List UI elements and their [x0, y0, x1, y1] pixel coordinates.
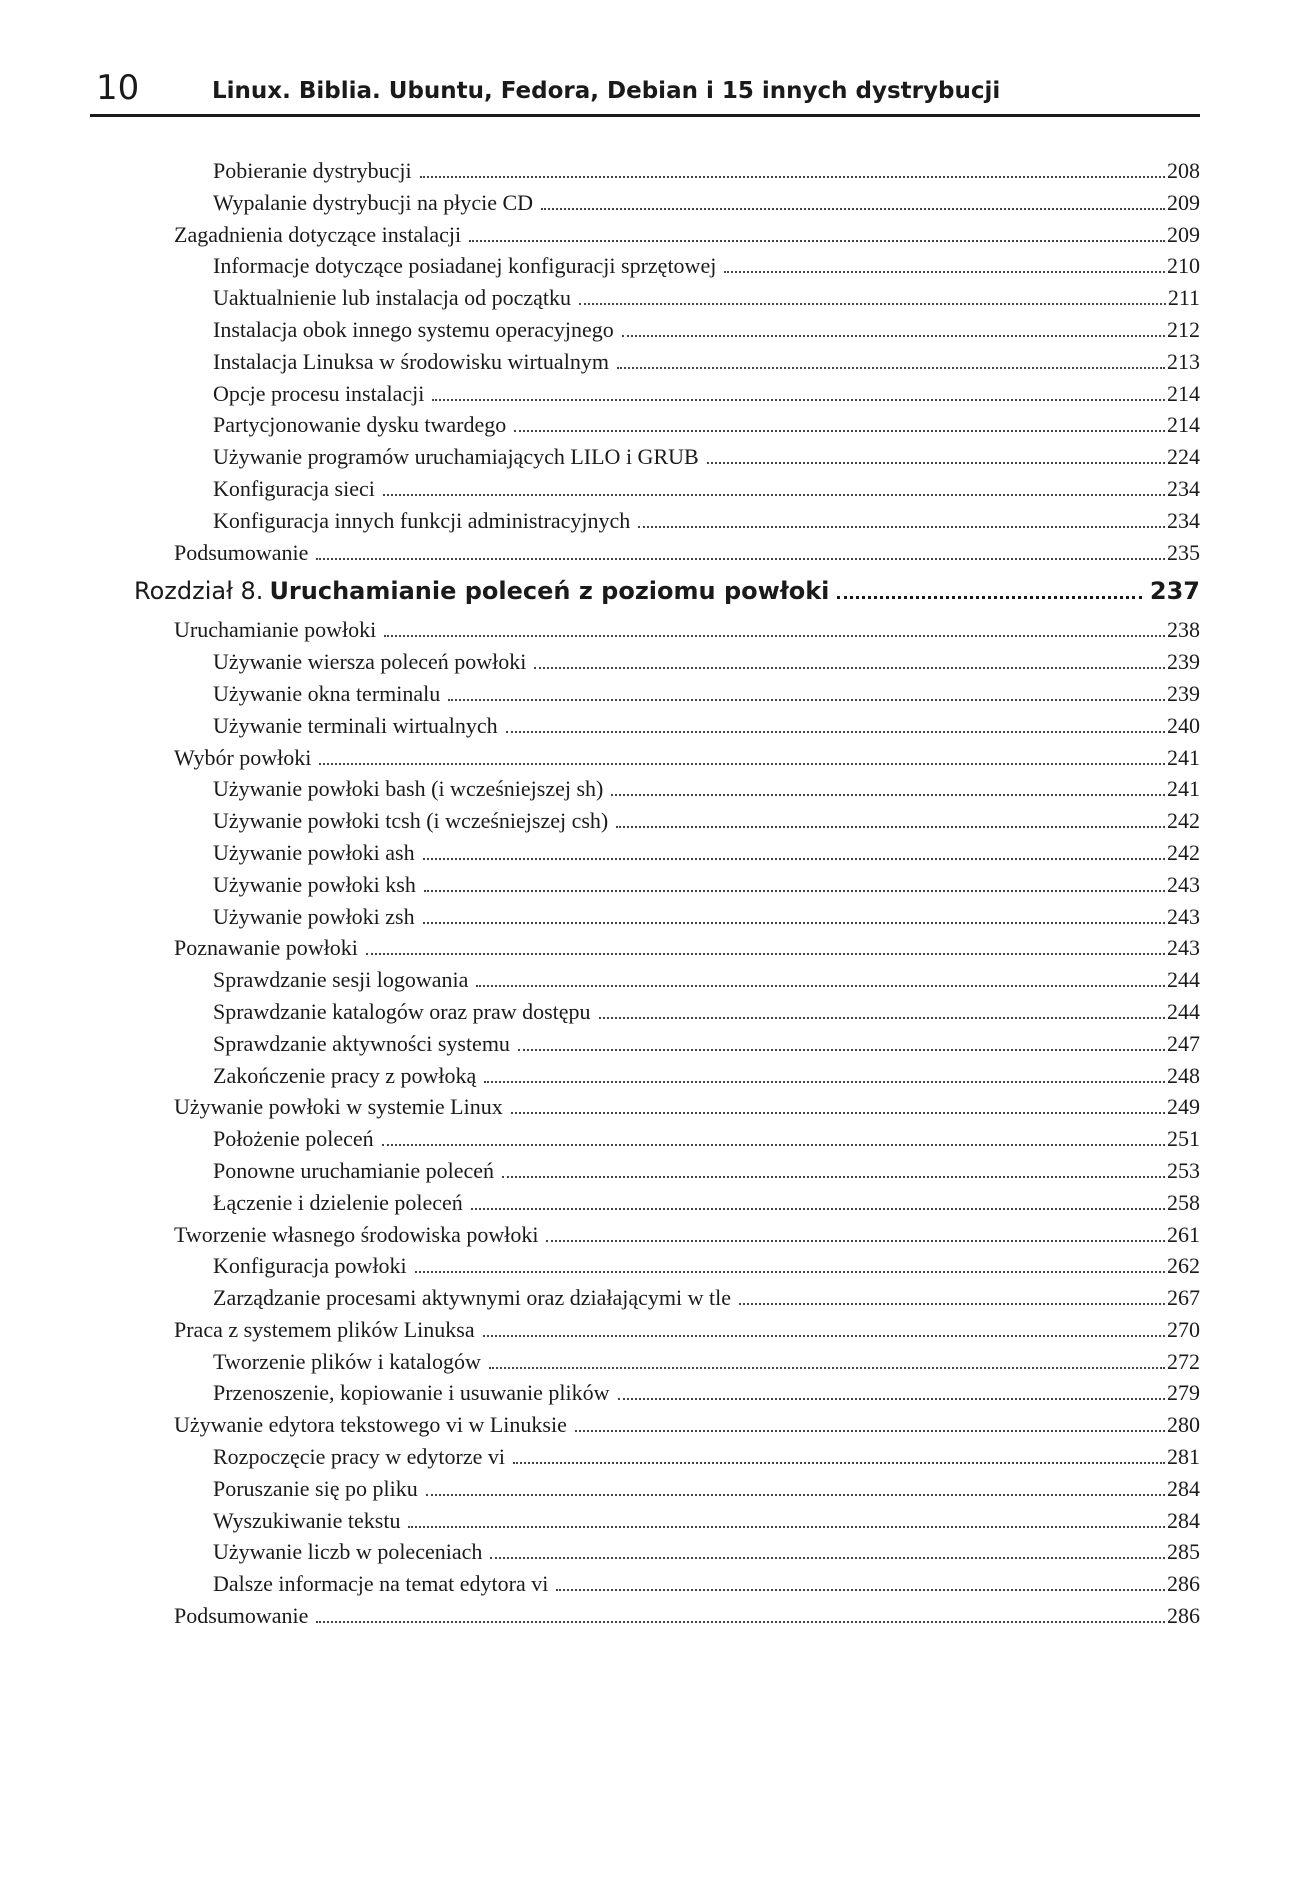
toc-entry-label: Zarządzanie procesami aktywnymi oraz działającymi w tle: [213, 1285, 731, 1311]
toc-entry-label: Opcje procesu instalacji: [213, 380, 425, 406]
toc-entry-label: Konfiguracja powłoki: [213, 1253, 407, 1279]
toc-subsection-entry[interactable]: [0, 773, 1292, 805]
dot-leader: [622, 335, 1165, 337]
toc-subsection-entry[interactable]: [0, 187, 1292, 219]
dot-leader: [534, 667, 1165, 669]
toc-section-before: [0, 155, 1292, 568]
dot-leader: [617, 367, 1165, 369]
toc-subsection-entry[interactable]: [0, 901, 1292, 933]
dot-leader: [423, 858, 1165, 860]
chapter-page-number: 237: [1149, 577, 1200, 606]
toc-subsection-entry[interactable]: [0, 1473, 1292, 1505]
toc-entry-label: Rozpoczęcie pracy w edytorze vi: [213, 1444, 505, 1470]
dot-leader: [513, 1462, 1165, 1464]
toc-entry-page-number: 243: [1167, 903, 1200, 929]
toc-entry-page-number: 244: [1167, 967, 1200, 993]
toc-subsection-entry[interactable]: [0, 314, 1292, 346]
toc-entry-label: Sprawdzanie aktywności systemu: [213, 1030, 510, 1056]
dot-leader: [556, 1589, 1165, 1591]
toc-entry-page-number: 261: [1167, 1221, 1200, 1247]
toc-entry-label: Wyszukiwanie tekstu: [213, 1507, 401, 1533]
toc-entry-page-number: 243: [1167, 935, 1200, 961]
table-of-contents: [0, 155, 1292, 1632]
book-title: Linux. Biblia. Ubuntu, Fedora, Debian i 15 innych dystrybucji: [212, 78, 1001, 104]
dot-leader: [638, 526, 1165, 528]
toc-entry-page-number: 284: [1167, 1507, 1200, 1533]
toc-entry-label: Zakończenie pracy z powłoką: [213, 1062, 477, 1088]
toc-entry-page-number: 249: [1167, 1094, 1200, 1120]
toc-subsection-entry[interactable]: [0, 805, 1292, 837]
toc-subsection-entry[interactable]: [0, 1536, 1292, 1568]
toc-entry-page-number: 258: [1167, 1189, 1200, 1215]
dot-leader: [483, 1335, 1165, 1337]
dot-leader: [423, 922, 1165, 924]
toc-subsection-entry[interactable]: [0, 378, 1292, 410]
toc-entry-page-number: 212: [1167, 316, 1200, 342]
dot-leader: [618, 1398, 1165, 1400]
toc-entry-page-number: 211: [1167, 285, 1200, 311]
toc-entry-label: Łączenie i dzielenie poleceń: [213, 1189, 463, 1215]
toc-entry-page-number: 240: [1167, 712, 1200, 738]
toc-entry-label: Używanie okna terminalu: [213, 680, 441, 706]
dot-leader: [316, 558, 1165, 560]
toc-entry-page-number: 238: [1167, 617, 1200, 643]
toc-entry-label: Dalsze informacje na temat edytora vi: [213, 1571, 549, 1597]
toc-entry-label: Sprawdzanie sesji logowania: [213, 967, 469, 993]
dot-leader: [382, 1144, 1165, 1146]
dot-leader: [579, 303, 1166, 305]
toc-entry-label: Instalacja obok innego systemu operacyjnego: [213, 316, 614, 342]
toc-entry-label: Poruszanie się po pliku: [213, 1475, 418, 1501]
toc-entry-page-number: 272: [1167, 1348, 1200, 1374]
toc-entry-label: Używanie powłoki tcsh (i wcześniejszej csh): [213, 808, 609, 834]
toc-section-entry[interactable]: [0, 1409, 1292, 1441]
toc-entry-page-number: 209: [1167, 189, 1200, 215]
toc-subsection-entry[interactable]: [0, 1505, 1292, 1537]
toc-entry-label: Używanie powłoki bash (i wcześniejszej sh): [213, 776, 604, 802]
toc-entry-page-number: 209: [1167, 221, 1200, 247]
toc-section-after: [0, 614, 1292, 1632]
toc-entry-label: Przenoszenie, kopiowanie i usuwanie plików: [213, 1380, 610, 1406]
toc-entry-page-number: 285: [1167, 1539, 1200, 1565]
toc-entry-page-number: 253: [1167, 1157, 1200, 1183]
toc-section-entry[interactable]: [0, 1219, 1292, 1251]
toc-entry-label: Używanie liczb w poleceniach: [213, 1539, 483, 1565]
toc-entry-label: Położenie poleceń: [213, 1126, 374, 1152]
toc-entry-label: Partycjonowanie dysku twardego: [213, 412, 507, 438]
dot-leader: [616, 826, 1165, 828]
toc-entry-label: Pobieranie dystrybucji: [213, 158, 412, 183]
toc-subsection-entry[interactable]: [0, 678, 1292, 710]
toc-subsection-entry[interactable]: [0, 1377, 1292, 1409]
toc-entry-page-number: 243: [1167, 871, 1200, 897]
dot-leader: [837, 596, 1141, 599]
toc-entry-label: Używanie programów uruchamiających LILO i GRUB: [213, 444, 699, 470]
toc-entry-label: Używanie terminali wirtualnych: [213, 712, 498, 738]
toc-entry-page-number: 262: [1167, 1253, 1200, 1279]
toc-subsection-entry[interactable]: [0, 1346, 1292, 1378]
toc-entry-page-number: 239: [1167, 649, 1200, 675]
toc-subsection-entry[interactable]: [0, 505, 1292, 537]
toc-entry-page-number: 214: [1167, 412, 1200, 438]
dot-leader: [546, 1240, 1165, 1242]
toc-entry-label: Instalacja Linuksa w środowisku wirtualnym: [213, 348, 609, 374]
toc-subsection-entry[interactable]: [0, 996, 1292, 1028]
toc-entry-page-number: 280: [1167, 1412, 1200, 1438]
toc-subsection-entry[interactable]: [0, 964, 1292, 996]
toc-section-entry[interactable]: [0, 742, 1292, 774]
toc-entry-page-number: 242: [1167, 808, 1200, 834]
dot-leader: [471, 1208, 1165, 1210]
dot-leader: [599, 1017, 1165, 1019]
dot-leader: [484, 1081, 1165, 1083]
toc-section-entry[interactable]: [0, 537, 1292, 569]
dot-leader: [724, 271, 1165, 273]
toc-section-entry[interactable]: [0, 1600, 1292, 1632]
toc-entry-page-number: 281: [1167, 1444, 1200, 1470]
dot-leader: [489, 1367, 1165, 1369]
toc-entry-label: Uaktualnienie lub instalacja od początku: [213, 285, 571, 311]
dot-leader: [575, 1430, 1165, 1432]
toc-entry-page-number: 214: [1167, 380, 1200, 406]
toc-entry-page-number: 241: [1167, 776, 1200, 802]
toc-section-entry[interactable]: [0, 1314, 1292, 1346]
chapter-number: Rozdział 8.: [134, 577, 264, 606]
toc-subsection-entry[interactable]: [0, 1155, 1292, 1187]
toc-subsection-entry[interactable]: [0, 1123, 1292, 1155]
toc-entry-page-number: 247: [1167, 1030, 1200, 1056]
toc-entry-page-number: 241: [1167, 744, 1200, 770]
toc-entry-page-number: 267: [1167, 1285, 1200, 1311]
toc-entry-page-number: 210: [1167, 253, 1200, 279]
toc-entry-page-number: 279: [1167, 1380, 1200, 1406]
toc-entry-page-number: 284: [1167, 1475, 1200, 1501]
toc-section-entry[interactable]: [0, 932, 1292, 964]
dot-leader: [506, 731, 1165, 733]
dot-leader: [408, 1526, 1165, 1528]
toc-entry-label: Zagadnienia dotyczące instalacji: [174, 221, 462, 247]
dot-leader: [469, 240, 1165, 242]
toc-entry-page-number: 244: [1167, 998, 1200, 1024]
page-number: 10: [96, 68, 140, 108]
toc-subsection-entry[interactable]: [0, 1187, 1292, 1219]
toc-subsection-entry[interactable]: [0, 1060, 1292, 1092]
toc-subsection-entry[interactable]: [0, 409, 1292, 441]
dot-leader: [502, 1176, 1165, 1178]
toc-entry-label: Tworzenie własnego środowiska powłoki: [174, 1221, 539, 1247]
dot-leader: [476, 985, 1165, 987]
toc-entry-label: Sprawdzanie katalogów oraz praw dostępu: [213, 998, 591, 1024]
toc-entry-label: Konfiguracja sieci: [213, 475, 375, 501]
toc-subsection-entry[interactable]: [0, 346, 1292, 378]
toc-entry-page-number: 234: [1167, 475, 1200, 501]
toc-entry-page-number: 239: [1167, 680, 1200, 706]
dot-leader: [490, 1557, 1165, 1559]
toc-entry-page-number: 251: [1167, 1126, 1200, 1152]
toc-entry-label: Wypalanie dystrybucji na płycie CD: [213, 189, 534, 215]
toc-entry-label: Uruchamianie powłoki: [174, 617, 377, 643]
toc-entry-page-number: 224: [1167, 444, 1200, 470]
dot-leader: [383, 494, 1165, 496]
chapter-heading-entry[interactable]: [0, 568, 1292, 614]
dot-leader: [739, 1303, 1165, 1305]
toc-section-entry[interactable]: [0, 219, 1292, 251]
toc-entry-label: Używanie powłoki w systemie Linux: [174, 1094, 503, 1120]
toc-entry-label: Używanie powłoki zsh: [213, 903, 415, 929]
dot-leader: [518, 1049, 1165, 1051]
dot-leader: [707, 462, 1165, 464]
toc-subsection-entry[interactable]: [0, 1568, 1292, 1600]
toc-entry-label: Informacje dotyczące posiadanej konfiguracji sprzętowej: [213, 253, 717, 279]
toc-subsection-entry[interactable]: [0, 1250, 1292, 1282]
toc-subsection-entry[interactable]: [0, 155, 1292, 187]
dot-leader: [415, 1271, 1165, 1273]
toc-entry-label: Konfiguracja innych funkcji administracyjnych: [213, 507, 631, 533]
toc-subsection-entry[interactable]: [0, 250, 1292, 282]
toc-entry-label: Poznawanie powłoki: [174, 935, 358, 961]
toc-subsection-entry[interactable]: [0, 837, 1292, 869]
dot-leader: [384, 635, 1165, 637]
toc-entry-page-number: 286: [1167, 1603, 1200, 1629]
dot-leader: [424, 890, 1165, 892]
toc-entry-label: Używanie powłoki ksh: [213, 871, 416, 897]
toc-entry-label: Praca z systemem plików Linuksa: [174, 1316, 475, 1342]
dot-leader: [319, 763, 1165, 765]
toc-subsection-entry[interactable]: [0, 441, 1292, 473]
toc-entry-label: Używanie wiersza poleceń powłoki: [213, 649, 527, 675]
toc-subsection-entry[interactable]: [0, 282, 1292, 314]
toc-subsection-entry[interactable]: [0, 1441, 1292, 1473]
toc-entry-page-number: 242: [1167, 839, 1200, 865]
toc-subsection-entry[interactable]: [0, 1282, 1292, 1314]
toc-entry-page-number: 213: [1167, 348, 1200, 374]
toc-section-entry[interactable]: [0, 614, 1292, 646]
toc-entry-label: Wybór powłoki: [174, 744, 312, 770]
toc-entry-label: Podsumowanie: [174, 1603, 309, 1629]
toc-entry-label: Podsumowanie: [174, 539, 309, 565]
toc-entry-page-number: 248: [1167, 1062, 1200, 1088]
dot-leader: [366, 953, 1165, 955]
toc-subsection-entry[interactable]: [0, 710, 1292, 742]
toc-entry-page-number: 270: [1167, 1316, 1200, 1342]
toc-subsection-entry[interactable]: [0, 473, 1292, 505]
dot-leader: [426, 1494, 1165, 1496]
toc-entry-label: Tworzenie plików i katalogów: [213, 1348, 481, 1374]
toc-entry-label: Ponowne uruchamianie poleceń: [213, 1157, 495, 1183]
toc-subsection-entry[interactable]: [0, 869, 1292, 901]
toc-entry-label: Używanie powłoki ash: [213, 839, 415, 865]
toc-subsection-entry[interactable]: [0, 646, 1292, 678]
dot-leader: [514, 430, 1165, 432]
chapter-title: Uruchamianie poleceń z poziomu powłoki: [269, 577, 830, 606]
dot-leader: [448, 699, 1165, 701]
dot-leader: [541, 208, 1165, 210]
running-header: [90, 66, 1200, 117]
dot-leader: [316, 1621, 1165, 1623]
toc-entry-label: Używanie edytora tekstowego vi w Linuksie: [174, 1412, 567, 1438]
toc-entry-page-number: 208: [1167, 158, 1200, 183]
toc-section-entry[interactable]: [0, 1091, 1292, 1123]
dot-leader: [432, 399, 1165, 401]
toc-subsection-entry[interactable]: [0, 1028, 1292, 1060]
toc-entry-page-number: 234: [1167, 507, 1200, 533]
toc-entry-page-number: 286: [1167, 1571, 1200, 1597]
dot-leader: [611, 794, 1165, 796]
dot-leader: [420, 176, 1165, 178]
toc-entry-page-number: 235: [1167, 539, 1200, 565]
dot-leader: [511, 1112, 1165, 1114]
